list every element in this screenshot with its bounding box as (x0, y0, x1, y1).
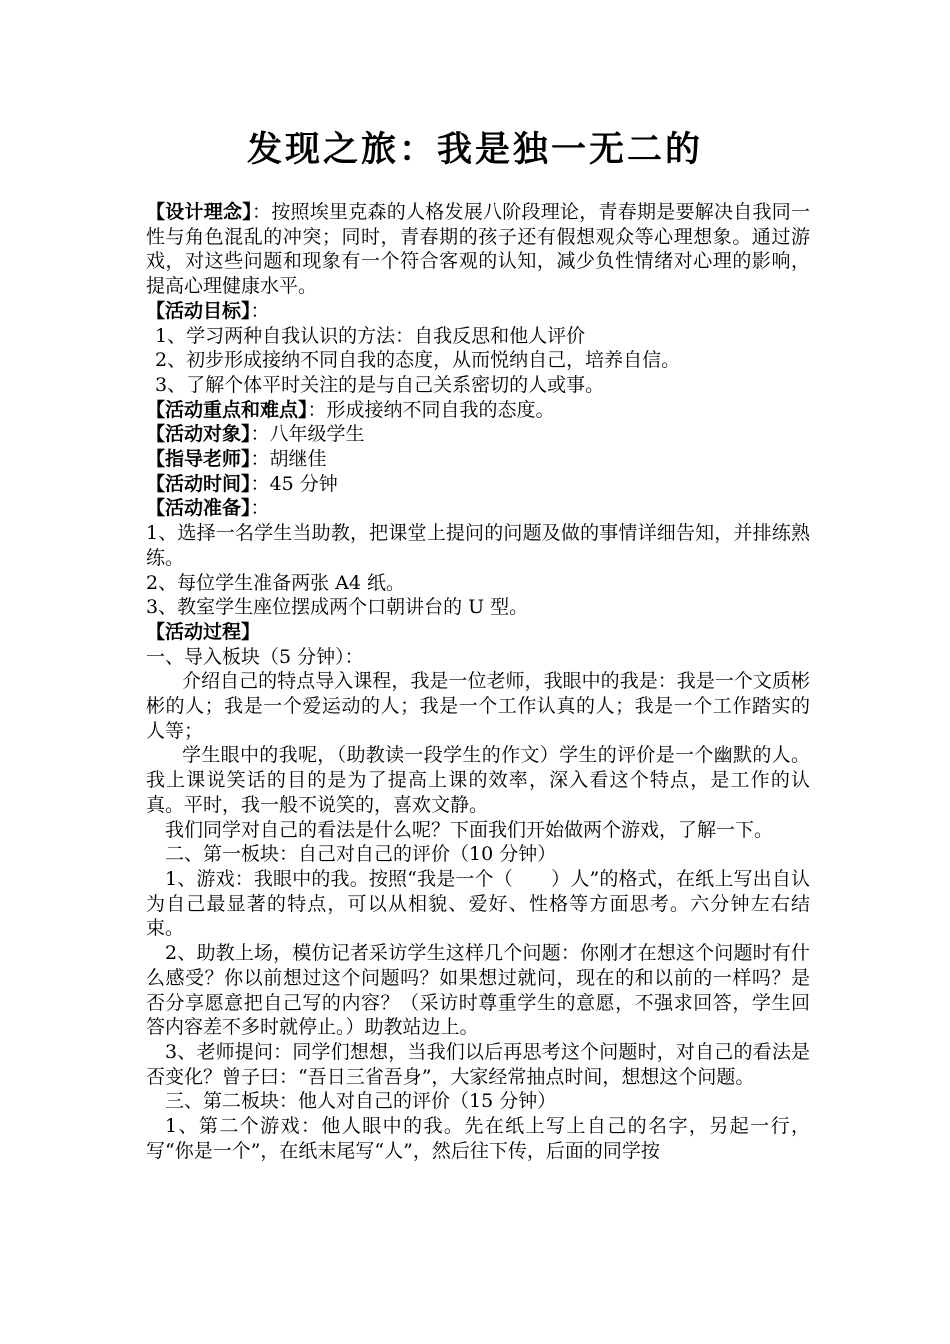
teacher-label: 【指导老师】 (146, 448, 251, 471)
duration-paragraph (146, 472, 810, 497)
design-concept-text: ：按照埃里克森的人格发展八阶段理论，青春期是要解决自我同一性与角色混乱的冲突；同时，青春期的孩子还有假想观众等心理想象。通过游戏，对这些问题和现象有一个符合客观的认知，减少负性情绪对心理的影响，提高心理健康水平。 (146, 201, 810, 298)
goals-label: 【活动目标】 (146, 299, 251, 322)
preparation-item: 2、每位学生准备两张 A4 纸。 (146, 571, 405, 594)
process-paragraph: 学生眼中的我呢，（助教读一段学生的作文）学生的评价是一个幽默的人。我上课说笑话的目的是为了提高上课的效率，深入看这个特点，是工作的认真。平时，我一般不说笑的，喜欢文静。 (146, 744, 810, 816)
process-paragraph: 2、助教上场，模仿记者采访学生这样几个问题：你刚才在想这个问题时有什么感受？你以前想过这个问题吗？如果想过就问，现在的和以前的一样吗？是否分享愿意把自己写的内容？（采访时尊重学生的意愿，不强求回答，学生回答内容差不多时就停止。）助教站边上。 (146, 942, 810, 1039)
process-paragraph: 介绍自己的特点导入课程，我是一位老师，我眼中的我是：我是一个文质彬彬的人；我是一个爱运动的人；我是一个工作认真的人；我是一个工作踏实的人等； (146, 670, 810, 742)
key-points-label: 【活动重点和难点】 (146, 398, 308, 421)
section-heading: 二、第一板块：自己对自己的评价（10 分钟） (165, 843, 557, 866)
audience-text: ：八年级学生 (250, 423, 365, 446)
duration-text: ：45 分钟 (250, 472, 338, 495)
key-points-text: ：形成接纳不同自我的态度。 (307, 398, 555, 421)
section-heading: 一、导入板块（5 分钟）： (146, 645, 364, 668)
process-paragraph: 1、第二个游戏：他人眼中的我。先在纸上写上自己的名字，另起一行，写“你是一个”，在纸末尾写“人”，然后往下传，后面的同学按 (146, 1115, 810, 1162)
section-heading: 三、第二板块：他人对自己的评价（15 分钟） (165, 1090, 557, 1113)
goal-item: 2、初步形成接纳不同自我的态度，从而悦纳自己，培养自信。 (155, 349, 681, 372)
teacher-text: ：胡继佳 (250, 448, 327, 471)
design-concept-label: 【设计理念】 (146, 201, 252, 223)
goals-separator: ： (250, 299, 270, 322)
teacher-paragraph (146, 447, 810, 472)
goals-heading (146, 299, 810, 324)
preparation-item: 3、教室学生座位摆成两个口朝讲台的 U 型。 (146, 596, 529, 619)
audience-label: 【活动对象】 (146, 423, 251, 446)
goal-item: 3、了解个体平时关注的是与自己关系密切的人或事。 (155, 373, 605, 396)
document-body (146, 200, 810, 1163)
preparation-separator: ： (250, 497, 270, 520)
document-title: 发现之旅：我是独一无二的 (246, 129, 703, 170)
process-heading: 【活动过程】 (146, 620, 261, 643)
preparation-item: 1、选择一名学生当助教，把课堂上提问的问题及做的事情详细告知，并排练熟练。 (146, 522, 810, 569)
audience-paragraph (146, 422, 810, 447)
design-concept-paragraph (146, 200, 810, 299)
process-paragraph: 我们同学对自己的看法是什么呢？下面我们开始做两个游戏，了解一下。 (165, 818, 774, 841)
process-paragraph: 1、游戏：我眼中的我。按照“我是一个（ ）人”的格式，在纸上写出自认为自己最显著的特点，可以从相貌、爱好、性格等方面思考。六分钟左右结束。 (146, 867, 810, 940)
goal-item: 1、学习两种自我认识的方法：自我反思和他人评价 (155, 324, 586, 347)
preparation-heading (146, 496, 810, 521)
preparation-label: 【活动准备】 (146, 497, 251, 520)
process-paragraph: 3、老师提问：同学们想想，当我们以后再思考这个问题时，对自己的看法是否变化？曾子曰：“吾日三省吾身”，大家经常抽点时间，想想这个问题。 (146, 1040, 810, 1088)
duration-label: 【活动时间】 (146, 472, 251, 495)
key-points-paragraph (146, 398, 810, 423)
